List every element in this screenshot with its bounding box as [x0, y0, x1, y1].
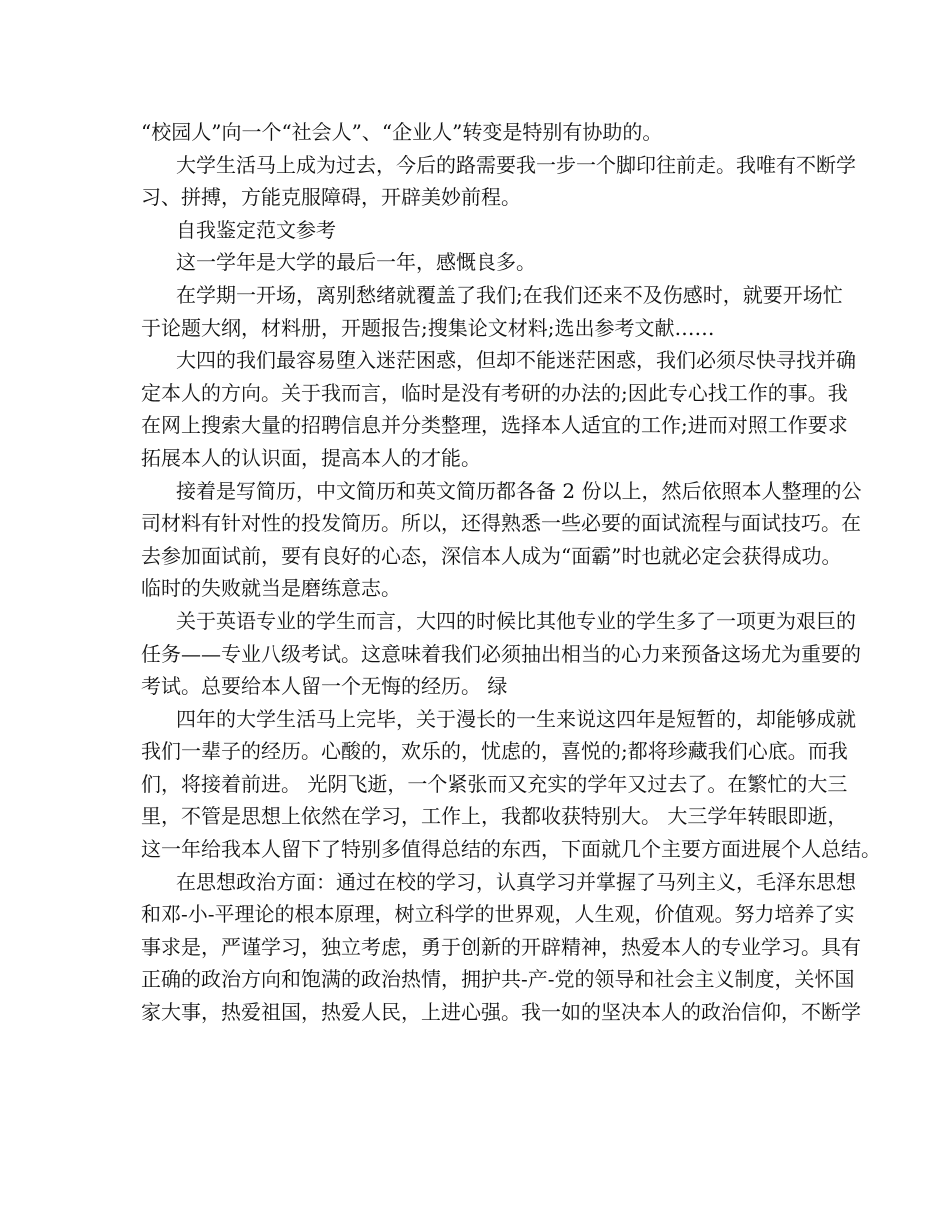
text-line: 拓展本人的认识面，提高本人的才能。 [141, 445, 481, 470]
text-line: 于论题大纲，材料册，开题报告;搜集论文材料;选出参考文献…… [141, 315, 715, 340]
text-line: 正确的政治方向和饱满的政治热情，拥护共-产-党的领导和社会主义制度，关怀国 [141, 967, 855, 992]
section-heading: 自我鉴定范文参考 [176, 217, 336, 242]
text-line: 临时的失败就当是磨练意志。 [141, 576, 401, 601]
text-line: 接着是写简历，中文简历和英文简历都各备 2 份以上，然后依照本人整理的公 [176, 478, 862, 503]
text-line: 和邓-小-平理论的根本原理，树立科学的世界观，人生观，价值观。努力培养了实 [141, 902, 855, 927]
text-line: 们，将接着前进。 光阴飞逝，一个紧张而又充实的学年又过去了。在繁忙的大三 [141, 771, 848, 796]
text-line: 这一学年是大学的最后一年，感慨良多。 [176, 250, 536, 275]
text-line: 事求是，严谨学习，独立考虑，勇于创新的开辟精神，热爱本人的专业学习。具有 [141, 934, 861, 959]
text-line: 里，不管是思想上依然在学习，工作上，我都收获特别大。 大三学年转眼即逝， [141, 804, 848, 829]
text-line: 大四的我们最容易堕入迷茫困惑，但却不能迷茫困惑，我们必须尽快寻找并确 [176, 348, 856, 373]
text-line: 关于英语专业的学生而言，大四的时候比其他专业的学生多了一项更为艰巨的 [176, 608, 856, 633]
text-line: 定本人的方向。关于我而言，临时是没有考研的办法的;因此专心找工作的事。我 [141, 380, 848, 405]
text-line: 司材料有针对性的投发简历。所以，还得熟悉一些必要的面试流程与面试技巧。在 [141, 511, 861, 536]
text-line: 去参加面试前，要有良好的心态，深信本人成为“面霸”时也就必定会获得成功。 [141, 543, 842, 568]
text-line: 我们一辈子的经历。心酸的，欢乐的，忧虑的，喜悦的;都将珍藏我们心底。而我 [141, 739, 848, 764]
text-line: “校园人”向一个“社会人”、“企业人”转变是特别有协助的。 [141, 120, 663, 144]
text-line: 在思想政治方面：通过在校的学习，认真学习并掌握了马列主义，毛泽东思想 [176, 869, 856, 894]
text-line: 四年的大学生活马上完毕，关于漫长的一生来说这四年是短暂的，却能够成就 [176, 706, 856, 731]
text-line: 家大事，热爱祖国，热爱人民，上进心强。我一如的坚决本人的政治信仰，不断学 [141, 1000, 861, 1025]
text-line: 在网上搜索大量的招聘信息并分类整理，选择本人适宜的工作;进而对照工作要求 [141, 413, 848, 438]
text-line: 考试。总要给本人留一个无悔的经历。 绿 [141, 674, 508, 699]
text-line: 在学期一开场，离别愁绪就覆盖了我们;在我们还来不及伤感时，就要开场忙 [176, 282, 843, 307]
text-line: 习、拼搏，方能克服障碍，开辟美妙前程。 [141, 185, 521, 210]
text-line: 大学生活马上成为过去，今后的路需要我一步一个脚印往前走。我唯有不断学 [176, 152, 856, 177]
text-line: 这一年给我本人留下了特别多值得总结的东西，下面就几个主要方面进展个人总结。 [141, 837, 881, 862]
text-line: 任务——专业八级考试。这意味着我们必须抽出相当的心力来预备这场尤为重要的 [141, 641, 861, 666]
document-body [141, 116, 881, 1029]
